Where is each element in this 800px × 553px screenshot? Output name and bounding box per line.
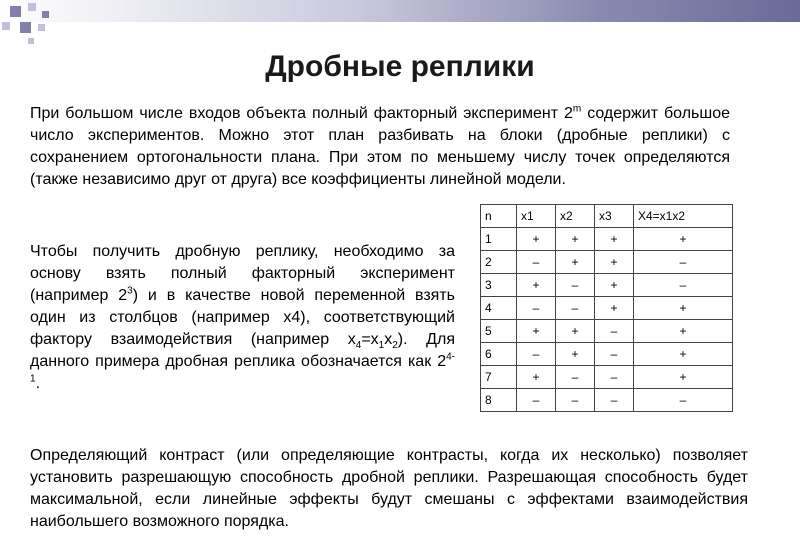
paragraph-contrast: Определяющий контраст (или определяющие контрасты, когда их несколько) позволяет установить разрешающую способность дробной реплики. Разрешающая способность будет максимальной, если линейные эффекты будут смешаны с эффектами взаимодействия наибольшего возможного порядка.: [30, 447, 748, 530]
text-superscript: m: [572, 103, 582, 115]
text-run: ) и в качестве новой переменной взять один из столбцов (например х4), соответствующий фактору взаимодействия (например х: [30, 287, 456, 348]
table-cell: +: [595, 274, 634, 297]
table-cell: –: [556, 366, 595, 389]
table-row: [481, 297, 733, 320]
table-header-cell: x3: [595, 205, 634, 228]
replica-table: [480, 204, 733, 412]
table-row: [481, 389, 733, 412]
decor-square: [2, 22, 10, 30]
text-subscript: 2: [392, 340, 398, 352]
decor-square: [20, 22, 31, 33]
table-cell: +: [517, 274, 556, 297]
table-cell: –: [517, 343, 556, 366]
text-run: =х: [361, 331, 379, 348]
table-cell: +: [634, 320, 733, 343]
table-header-cell: x2: [556, 205, 595, 228]
table-row: [481, 343, 733, 366]
text-run: ). Для данного примера дробная реплика обозначается как 2: [30, 331, 455, 370]
table-cell: +: [556, 228, 595, 251]
table-header-cell: x1: [517, 205, 556, 228]
table-cell: –: [517, 297, 556, 320]
table-cell: +: [634, 343, 733, 366]
table-cell: –: [595, 389, 634, 412]
table-cell: +: [634, 366, 733, 389]
table-cell: –: [595, 320, 634, 343]
table-cell: +: [556, 320, 595, 343]
page-title: Дробные реплики: [265, 50, 535, 83]
decor-square: [28, 38, 34, 44]
table-header-cell: X4=x1x2: [634, 205, 733, 228]
table-cell: –: [595, 366, 634, 389]
table-cell: +: [517, 366, 556, 389]
text-run: х: [384, 331, 393, 348]
table-cell: +: [517, 228, 556, 251]
table-row-number: 5: [481, 320, 517, 343]
paragraph-intro: [30, 103, 730, 191]
table-row: [481, 366, 733, 389]
header-gradient-bar: [0, 0, 800, 22]
table-cell: –: [634, 274, 733, 297]
text-run: .: [35, 375, 41, 392]
table-row-number: 7: [481, 366, 517, 389]
table-cell: +: [634, 228, 733, 251]
table-cell: +: [595, 251, 634, 274]
text-superscript: 4-1: [30, 351, 455, 385]
table-cell: –: [556, 274, 595, 297]
table-cell: –: [634, 251, 733, 274]
table-row-number: 6: [481, 343, 517, 366]
table-row: [481, 228, 733, 251]
table-cell: –: [517, 251, 556, 274]
table-cell: –: [517, 389, 556, 412]
table-body: [481, 228, 733, 412]
table-row-number: 2: [481, 251, 517, 274]
table-row-number: 8: [481, 389, 517, 412]
decor-square: [10, 6, 21, 17]
text-run: При большом числе входов объекта полный факторный эксперимент 2: [30, 105, 573, 122]
table-row-number: 3: [481, 274, 517, 297]
decor-square: [28, 3, 36, 11]
table-row-number: 4: [481, 297, 517, 320]
table-cell: –: [556, 297, 595, 320]
table-header-cell: n: [481, 205, 517, 228]
table-row: [481, 274, 733, 297]
table-row: [481, 320, 733, 343]
table-cell: +: [517, 320, 556, 343]
text-run: Чтобы получить дробную реплику, необходимо за основу взять полный факторный эксперимент (например 2: [30, 243, 455, 304]
table-cell: +: [634, 297, 733, 320]
table-cell: +: [556, 251, 595, 274]
table-cell: –: [556, 389, 595, 412]
text-subscript: 4: [355, 340, 362, 352]
table-cell: +: [595, 228, 634, 251]
table-cell: –: [634, 389, 733, 412]
table-cell: –: [595, 343, 634, 366]
table-header-row: [481, 205, 733, 228]
table-row: [481, 251, 733, 274]
text-subscript: 1: [378, 340, 385, 352]
table-row-number: 1: [481, 228, 517, 251]
decor-square: [38, 24, 45, 31]
paragraph-method: [30, 241, 455, 395]
text-run: содержит большое число экспериментов. Можно этот план разбивать на блоки (дробные реплики) с сохранением ортогональности плана. При этом по меньшему числу точек определяются (также независимо друг от друга) все коэффициенты линейной модели.: [30, 105, 730, 188]
decorative-squares: [0, 0, 70, 48]
table-cell: +: [595, 297, 634, 320]
table-cell: +: [556, 343, 595, 366]
decor-square: [42, 11, 49, 18]
text-superscript: 3: [127, 285, 133, 297]
